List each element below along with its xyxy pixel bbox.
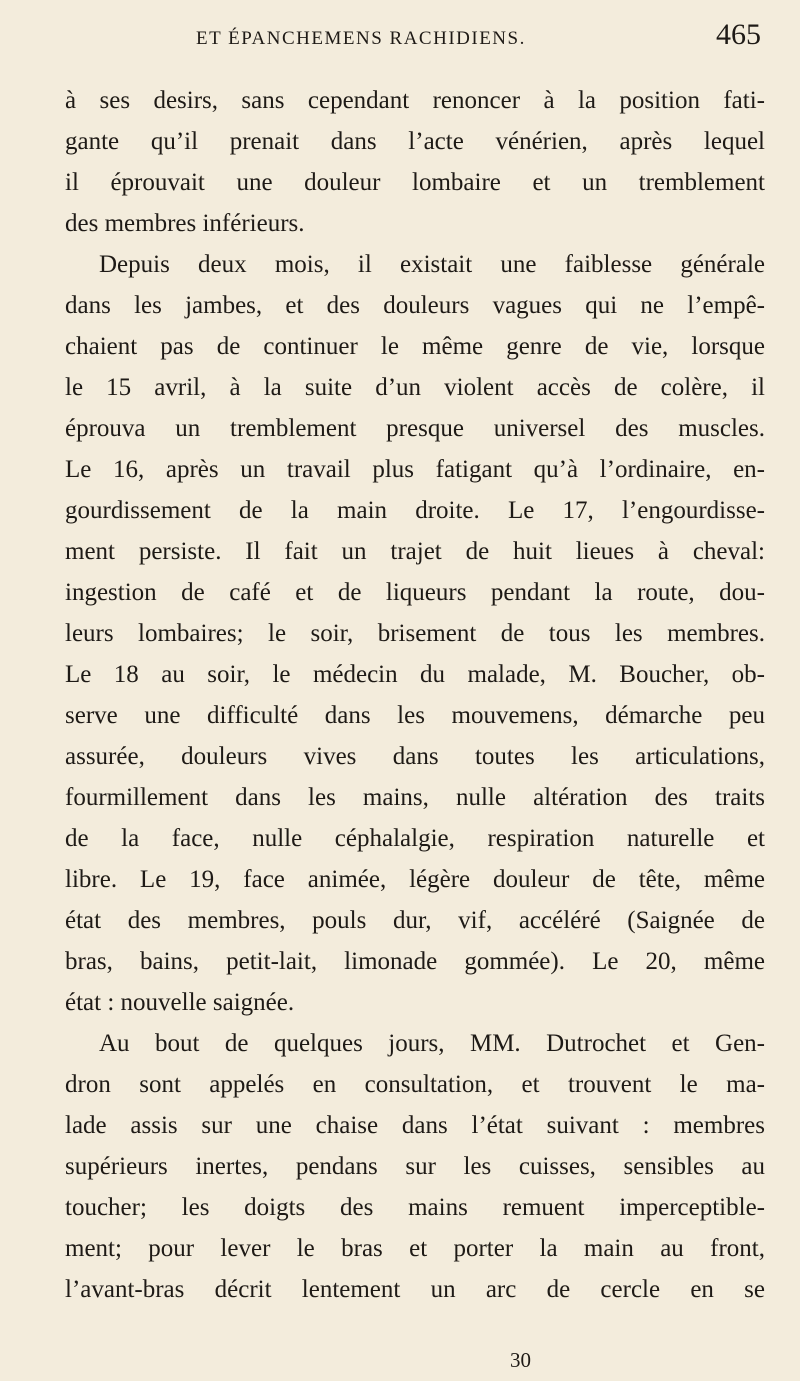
text-line: gourdissement de la main droite. Le 17, l’engourdisse- xyxy=(65,497,765,524)
text-line: fourmillement dans les mains, nulle altération des traits xyxy=(65,784,765,811)
text-line: toucher; les doigts des mains remuent imperceptible- xyxy=(65,1194,765,1221)
text-line: il éprouvait une douleur lombaire et un tremblement xyxy=(65,169,765,196)
text-line: de la face, nulle céphalalgie, respiration naturelle et xyxy=(65,825,765,852)
text-line: état : nouvelle saignée. xyxy=(65,989,295,1016)
text-line: bras, bains, petit-lait, limonade gommée). Le 20, même xyxy=(65,948,765,975)
text-line: serve une difficulté dans les mouvemens, démarche peu xyxy=(65,702,765,729)
text-line: des membres inférieurs. xyxy=(65,210,305,237)
text-line: supérieurs inertes, pendans sur les cuisses, sensibles au xyxy=(65,1153,765,1180)
text-line: à ses desirs, sans cependant renoncer à la position fati- xyxy=(65,87,765,114)
text-line: ment; pour lever le bras et porter la main au front, xyxy=(65,1235,765,1262)
text-line: libre. Le 19, face animée, légère douleur de tête, même xyxy=(65,866,765,893)
page-number: 465 xyxy=(716,18,761,51)
running-title: ET ÉPANCHEMENS RACHIDIENS. xyxy=(196,28,526,49)
signature-mark: 30 xyxy=(510,1348,531,1372)
text-line: Depuis deux mois, il existait une faiblesse générale xyxy=(99,251,765,278)
text-line: dans les jambes, et des douleurs vagues qui ne l’empê- xyxy=(65,292,765,319)
text-line: assurée, douleurs vives dans toutes les articulations, xyxy=(65,743,765,770)
text-line: ment persiste. Il fait un trajet de huit lieues à cheval: xyxy=(65,538,765,565)
text-line: Le 18 au soir, le médecin du malade, M. Boucher, ob- xyxy=(65,661,765,688)
text-line: chaient pas de continuer le même genre de vie, lorsque xyxy=(65,333,765,360)
text-line: le 15 avril, à la suite d’un violent accès de colère, il xyxy=(65,374,765,401)
text-line: éprouva un tremblement presque universel des muscles. xyxy=(65,415,765,442)
text-line: ingestion de café et de liqueurs pendant la route, dou- xyxy=(65,579,765,606)
text-line: leurs lombaires; le soir, brisement de tous les membres. xyxy=(65,620,765,647)
text-line: gante qu’il prenait dans l’acte vénérien, après lequel xyxy=(65,128,765,155)
text-line: état des membres, pouls dur, vif, accéléré (Saignée de xyxy=(65,907,765,934)
text-line: l’avant-bras décrit lentement un arc de cercle en se xyxy=(65,1276,765,1303)
text-line: Le 16, après un travail plus fatigant qu’à l’ordinaire, en- xyxy=(65,456,765,483)
text-line: dron sont appelés en consultation, et trouvent le ma- xyxy=(65,1071,765,1098)
text-line: Au bout de quelques jours, MM. Dutrochet et Gen- xyxy=(99,1030,765,1057)
text-line: lade assis sur une chaise dans l’état suivant : membres xyxy=(65,1112,765,1139)
